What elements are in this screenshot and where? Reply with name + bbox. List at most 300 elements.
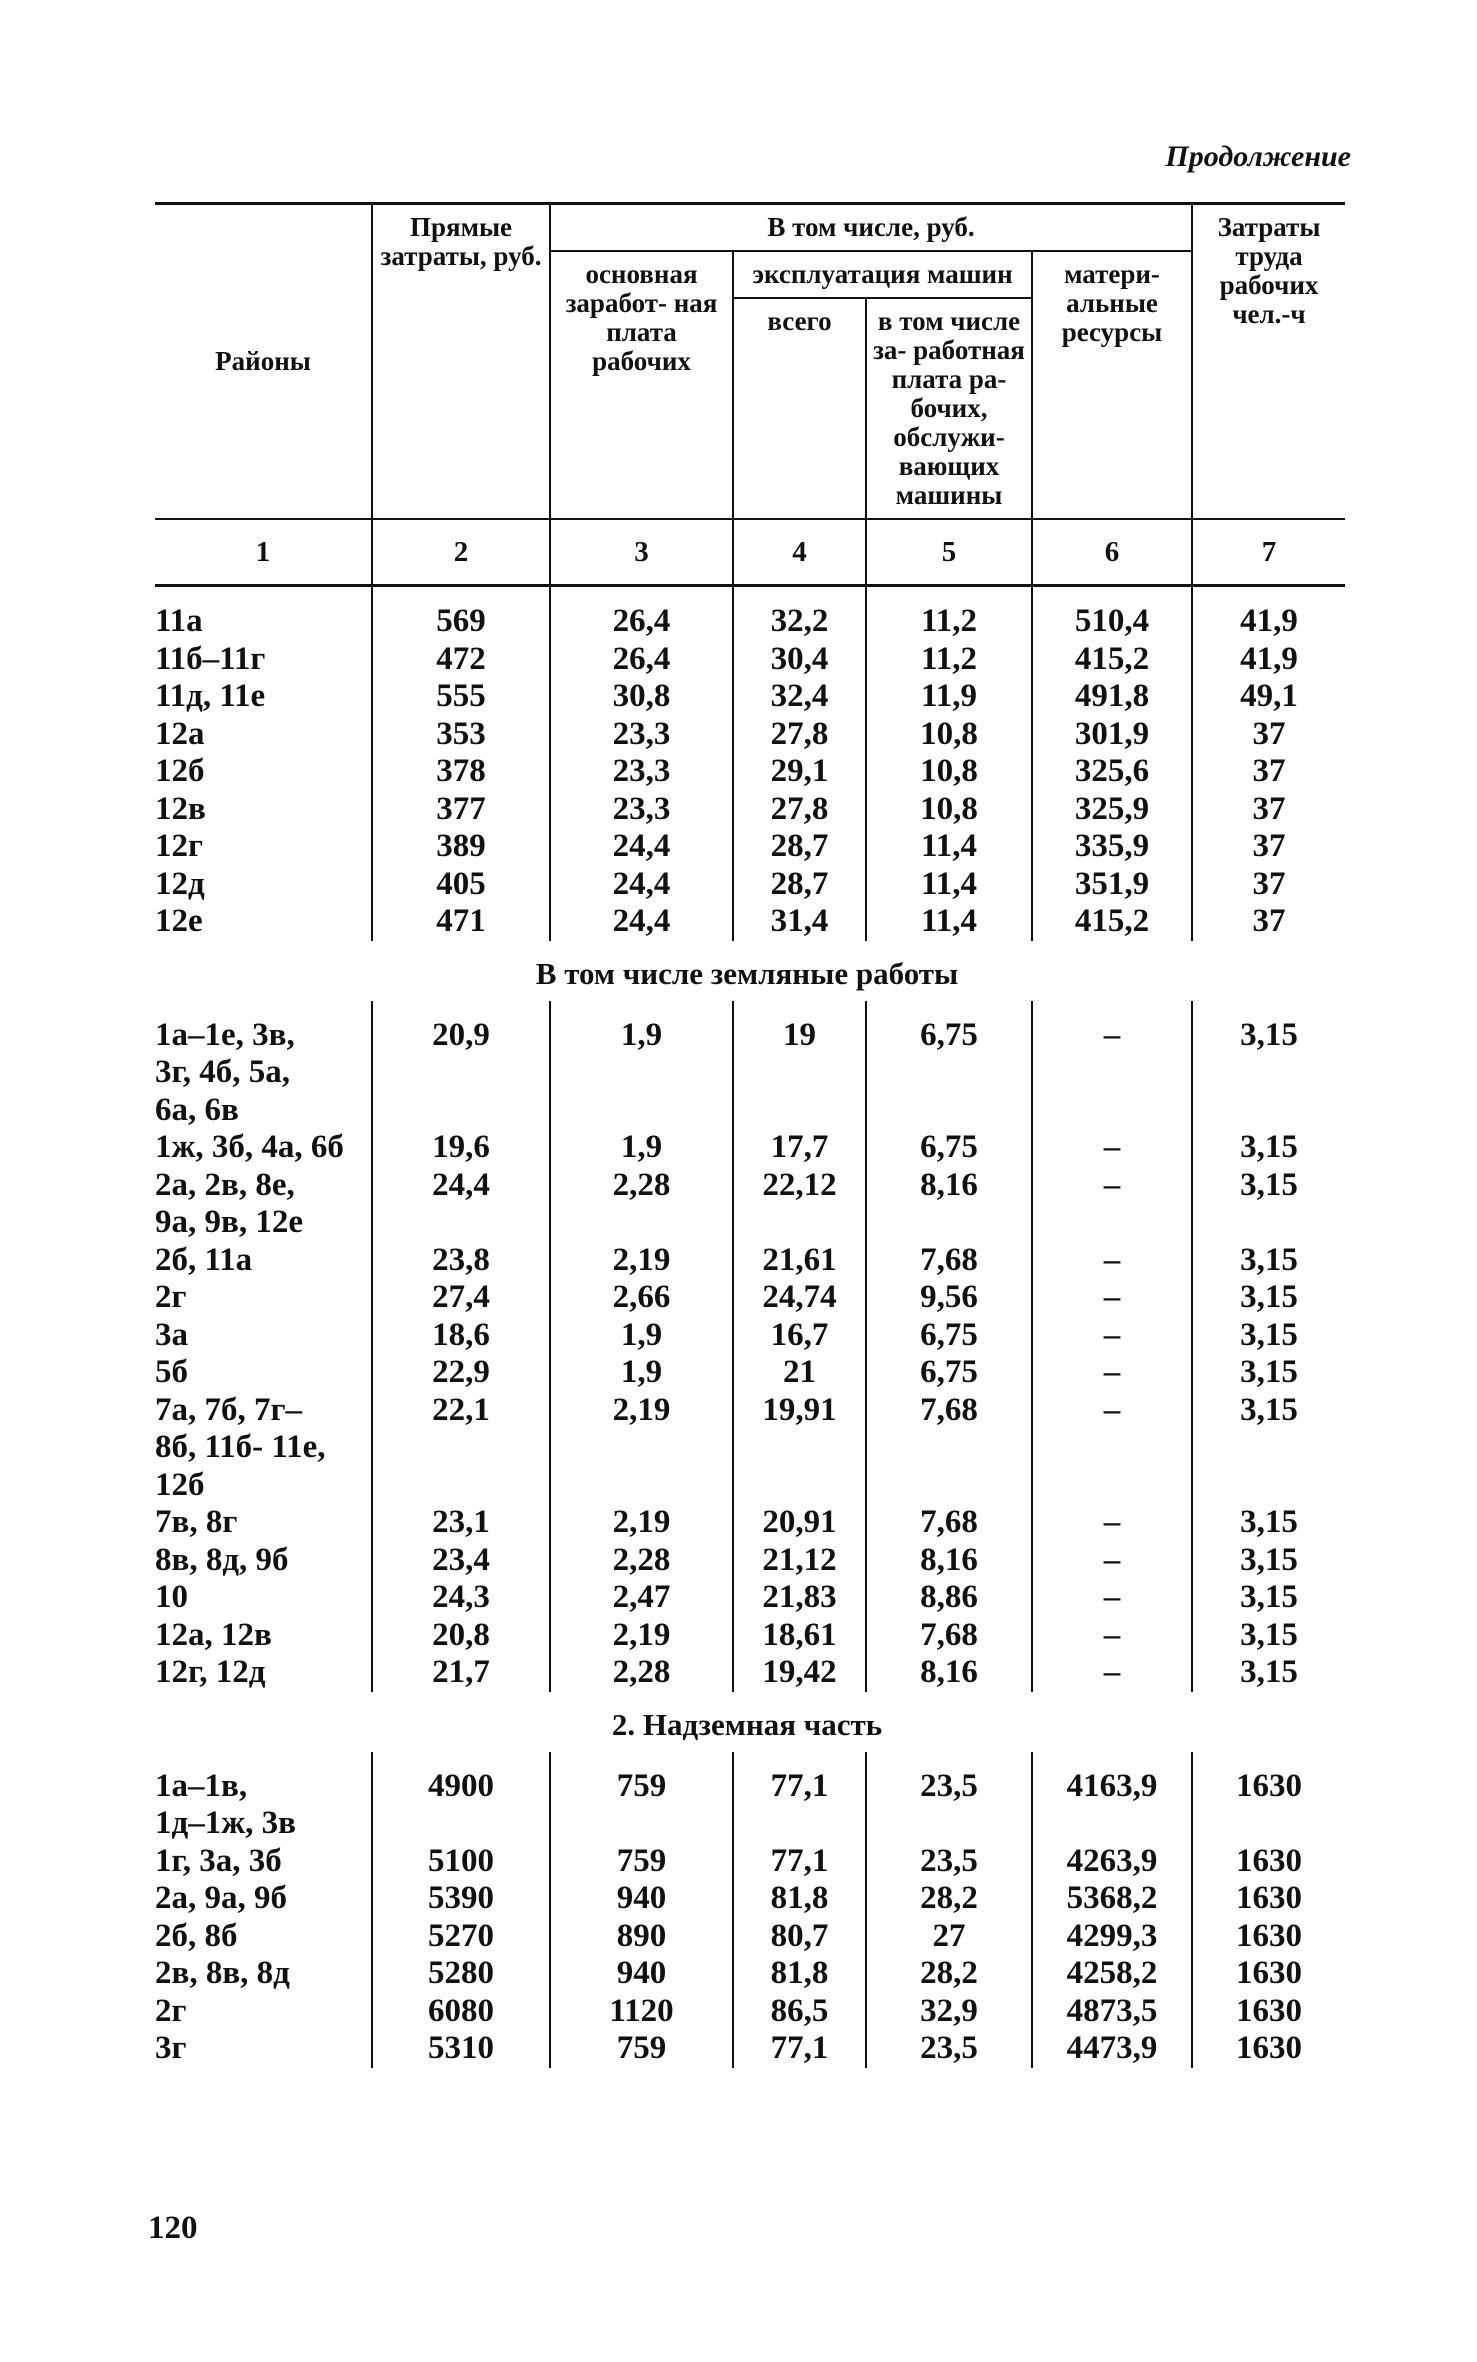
- value-cell: 23,5: [866, 2030, 1032, 2068]
- district-cell: 12а: [155, 715, 205, 752]
- section-title-row: [155, 941, 1345, 1001]
- value-cell: [1032, 1467, 1192, 1505]
- value-cell: [372, 1467, 550, 1505]
- value-cell: 11,2: [866, 586, 1032, 641]
- value-cell: 11,4: [866, 903, 1032, 941]
- value-cell: 940: [550, 1880, 733, 1918]
- value-cell: [866, 1429, 1032, 1467]
- value-cell: 86,5: [733, 1993, 866, 2031]
- value-cell: [550, 1204, 733, 1242]
- section-title-row: [155, 1692, 1345, 1752]
- value-cell: 5368,2: [1032, 1880, 1192, 1918]
- value-cell: 389: [372, 828, 550, 866]
- value-cell: [1192, 1429, 1345, 1467]
- table-row: [155, 1805, 1345, 1843]
- value-cell: –: [1032, 1317, 1192, 1355]
- district-cell: 11а: [155, 603, 203, 640]
- table-row: [155, 753, 1345, 791]
- value-cell: 41,9: [1192, 586, 1345, 641]
- value-cell: 8,16: [866, 1654, 1032, 1692]
- value-cell: 21,7: [372, 1654, 550, 1692]
- value-cell: –: [1032, 1654, 1192, 1692]
- value-cell: 759: [550, 1843, 733, 1881]
- value-cell: 32,9: [866, 1993, 1032, 2031]
- table-row: [155, 1752, 1345, 1806]
- district-cell: 12е: [155, 903, 203, 940]
- value-cell: [1032, 1429, 1192, 1467]
- value-cell: 10,8: [866, 791, 1032, 829]
- value-cell: 4258,2: [1032, 1955, 1192, 1993]
- value-cell: –: [1032, 1617, 1192, 1655]
- value-cell: 415,2: [1032, 641, 1192, 679]
- value-cell: 24,74: [733, 1279, 866, 1317]
- table-row: [155, 678, 1345, 716]
- value-cell: 29,1: [733, 753, 866, 791]
- value-cell: 2,19: [550, 1242, 733, 1280]
- value-cell: 11,4: [866, 866, 1032, 904]
- district-cell: 12в: [155, 790, 206, 827]
- value-cell: 31,4: [733, 903, 866, 941]
- value-cell: –: [1032, 1242, 1192, 1280]
- value-cell: 77,1: [733, 1752, 866, 1806]
- table-row: [155, 1129, 1345, 1167]
- header-labor-costs: Затраты труда рабочих чел.-ч: [1192, 204, 1345, 520]
- value-cell: 555: [372, 678, 550, 716]
- value-cell: 1630: [1192, 1752, 1345, 1806]
- value-cell: 3,15: [1192, 1001, 1345, 1055]
- value-cell: [733, 1429, 866, 1467]
- section-aboveground: [155, 1752, 1345, 2068]
- value-cell: 472: [372, 641, 550, 679]
- value-cell: 378: [372, 753, 550, 791]
- section-title-earthworks: В том числе земляные работы: [535, 956, 959, 991]
- district-cell: 6а, 6в: [155, 1091, 239, 1128]
- value-cell: [866, 1054, 1032, 1092]
- district-cell: 3а: [155, 1316, 188, 1353]
- table-header: [155, 204, 1345, 586]
- value-cell: 77,1: [733, 2030, 866, 2068]
- value-cell: 7,68: [866, 1504, 1032, 1542]
- value-cell: 7,68: [866, 1392, 1032, 1430]
- value-cell: 23,3: [550, 753, 733, 791]
- value-cell: 6,75: [866, 1001, 1032, 1055]
- value-cell: 890: [550, 1918, 733, 1956]
- district-cell: 7в, 8г: [155, 1504, 238, 1541]
- value-cell: [1192, 1092, 1345, 1130]
- value-cell: 2,19: [550, 1617, 733, 1655]
- value-cell: [866, 1805, 1032, 1843]
- value-cell: 5390: [372, 1880, 550, 1918]
- district-cell: 2г: [155, 1992, 187, 2029]
- value-cell: 22,9: [372, 1354, 550, 1392]
- value-cell: 11,9: [866, 678, 1032, 716]
- value-cell: 19,42: [733, 1654, 866, 1692]
- district-cell: 5б: [155, 1354, 188, 1391]
- district-cell: 1а–1в,: [155, 1767, 248, 1804]
- value-cell: 19,91: [733, 1392, 866, 1430]
- header-base-wages: основная заработ- ная плата рабочих: [550, 251, 733, 519]
- value-cell: 17,7: [733, 1129, 866, 1167]
- column-number: 3: [550, 519, 733, 586]
- value-cell: 1630: [1192, 1918, 1345, 1956]
- table-row: [155, 791, 1345, 829]
- value-cell: 27,4: [372, 1279, 550, 1317]
- value-cell: [372, 1429, 550, 1467]
- value-cell: 37: [1192, 791, 1345, 829]
- district-cell: 2г: [155, 1279, 187, 1316]
- value-cell: 1630: [1192, 1843, 1345, 1881]
- value-cell: 5100: [372, 1843, 550, 1881]
- value-cell: 18,6: [372, 1317, 550, 1355]
- value-cell: –: [1032, 1392, 1192, 1430]
- value-cell: 6080: [372, 1993, 550, 2031]
- district-cell: 2б, 11а: [155, 1241, 253, 1278]
- value-cell: 24,4: [372, 1167, 550, 1205]
- value-cell: 3,15: [1192, 1542, 1345, 1580]
- value-cell: 23,3: [550, 791, 733, 829]
- table-row: [155, 1542, 1345, 1580]
- district-cell: 11д, 11е: [155, 678, 266, 715]
- table-row: [155, 1993, 1345, 2031]
- value-cell: 1,9: [550, 1001, 733, 1055]
- value-cell: 4873,5: [1032, 1993, 1192, 2031]
- table-row: [155, 1617, 1345, 1655]
- table-row: [155, 1054, 1345, 1092]
- column-number: 6: [1032, 519, 1192, 586]
- column-number-row: [155, 519, 1345, 586]
- table-row: [155, 1654, 1345, 1692]
- table-row: [155, 1001, 1345, 1055]
- value-cell: 28,7: [733, 866, 866, 904]
- value-cell: 32,4: [733, 678, 866, 716]
- value-cell: –: [1032, 1167, 1192, 1205]
- value-cell: [733, 1092, 866, 1130]
- value-cell: 353: [372, 716, 550, 754]
- value-cell: 27,8: [733, 716, 866, 754]
- value-cell: 3,15: [1192, 1317, 1345, 1355]
- value-cell: [1032, 1805, 1192, 1843]
- value-cell: [550, 1092, 733, 1130]
- value-cell: 1120: [550, 1993, 733, 2031]
- value-cell: 23,5: [866, 1752, 1032, 1806]
- table-row: [155, 1843, 1345, 1881]
- district-cell: 1ж, 3б, 4а, 6б: [155, 1129, 344, 1166]
- district-cell: 12г, 12д: [155, 1654, 266, 1691]
- value-cell: 10,8: [866, 753, 1032, 791]
- table-row: [155, 1092, 1345, 1130]
- value-cell: 19: [733, 1001, 866, 1055]
- value-cell: 5270: [372, 1918, 550, 1956]
- value-cell: 491,8: [1032, 678, 1192, 716]
- value-cell: 16,7: [733, 1317, 866, 1355]
- value-cell: 3,15: [1192, 1354, 1345, 1392]
- value-cell: 80,7: [733, 1918, 866, 1956]
- value-cell: 11,4: [866, 828, 1032, 866]
- value-cell: 19,6: [372, 1129, 550, 1167]
- table-row: [155, 828, 1345, 866]
- value-cell: 4900: [372, 1752, 550, 1806]
- table-row: [155, 1167, 1345, 1205]
- table-row: [155, 1880, 1345, 1918]
- value-cell: [372, 1092, 550, 1130]
- district-cell: 2в, 8в, 8д: [155, 1955, 290, 1992]
- value-cell: 24,3: [372, 1579, 550, 1617]
- value-cell: 3,15: [1192, 1242, 1345, 1280]
- district-cell: 3г, 4б, 5а,: [155, 1054, 291, 1091]
- value-cell: 28,7: [733, 828, 866, 866]
- value-cell: 405: [372, 866, 550, 904]
- value-cell: 1,9: [550, 1354, 733, 1392]
- value-cell: 351,9: [1032, 866, 1192, 904]
- value-cell: 6,75: [866, 1317, 1032, 1355]
- value-cell: 10,8: [866, 716, 1032, 754]
- value-cell: 1,9: [550, 1129, 733, 1167]
- value-cell: 8,16: [866, 1542, 1032, 1580]
- district-cell: 2а, 9а, 9б: [155, 1880, 287, 1917]
- column-number: 2: [372, 519, 550, 586]
- column-number: 4: [733, 519, 866, 586]
- district-cell: 10: [155, 1579, 188, 1616]
- district-cell: 2б, 8б: [155, 1917, 238, 1954]
- value-cell: 3,15: [1192, 1504, 1345, 1542]
- value-cell: 21: [733, 1354, 866, 1392]
- value-cell: [733, 1467, 866, 1505]
- column-number: 1: [155, 519, 372, 586]
- value-cell: 22,1: [372, 1392, 550, 1430]
- value-cell: [866, 1204, 1032, 1242]
- value-cell: 23,1: [372, 1504, 550, 1542]
- value-cell: [1192, 1204, 1345, 1242]
- table-row: [155, 1429, 1345, 1467]
- value-cell: 21,61: [733, 1242, 866, 1280]
- value-cell: 4299,3: [1032, 1918, 1192, 1956]
- value-cell: 3,15: [1192, 1279, 1345, 1317]
- header-direct-costs: Прямые затраты, руб.: [372, 204, 550, 520]
- value-cell: 3,15: [1192, 1617, 1345, 1655]
- table-row: [155, 1579, 1345, 1617]
- value-cell: [733, 1054, 866, 1092]
- value-cell: –: [1032, 1354, 1192, 1392]
- value-cell: 3,15: [1192, 1392, 1345, 1430]
- district-cell: 8б, 11б- 11е,: [155, 1429, 326, 1466]
- value-cell: –: [1032, 1504, 1192, 1542]
- value-cell: 5310: [372, 2030, 550, 2068]
- value-cell: 23,5: [866, 1843, 1032, 1881]
- value-cell: 377: [372, 791, 550, 829]
- value-cell: 37: [1192, 828, 1345, 866]
- value-cell: [1192, 1467, 1345, 1505]
- value-cell: 24,4: [550, 828, 733, 866]
- district-cell: 1д–1ж, 3в: [155, 1805, 296, 1842]
- table-row: [155, 1392, 1345, 1430]
- value-cell: 1,9: [550, 1317, 733, 1355]
- continuation-label: Продолжение: [1165, 140, 1351, 173]
- district-cell: 12б: [155, 1466, 205, 1503]
- value-cell: 27: [866, 1918, 1032, 1956]
- value-cell: [550, 1054, 733, 1092]
- value-cell: 30,8: [550, 678, 733, 716]
- value-cell: [866, 1092, 1032, 1130]
- value-cell: 415,2: [1032, 903, 1192, 941]
- value-cell: 41,9: [1192, 641, 1345, 679]
- value-cell: [550, 1429, 733, 1467]
- district-cell: 1г, 3а, 3б: [155, 1842, 282, 1879]
- section-title-aboveground: 2. Надземная часть: [611, 1707, 883, 1742]
- value-cell: 4263,9: [1032, 1843, 1192, 1881]
- table-row: [155, 1918, 1345, 1956]
- value-cell: 37: [1192, 716, 1345, 754]
- value-cell: 2,66: [550, 1279, 733, 1317]
- value-cell: 510,4: [1032, 586, 1192, 641]
- value-cell: 1630: [1192, 2030, 1345, 2068]
- value-cell: 301,9: [1032, 716, 1192, 754]
- value-cell: 28,2: [866, 1955, 1032, 1993]
- value-cell: [733, 1805, 866, 1843]
- value-cell: 1630: [1192, 1993, 1345, 2031]
- table-row: [155, 1317, 1345, 1355]
- value-cell: 1630: [1192, 1880, 1345, 1918]
- value-cell: 22,12: [733, 1167, 866, 1205]
- value-cell: 26,4: [550, 641, 733, 679]
- header-group-including: В том числе, руб.: [550, 204, 1192, 252]
- district-cell: 12г: [155, 828, 203, 865]
- header-materials: матери- альные ресурсы: [1032, 251, 1192, 519]
- value-cell: 37: [1192, 866, 1345, 904]
- district-cell: 12а, 12в: [155, 1616, 272, 1653]
- column-number: 5: [866, 519, 1032, 586]
- header-machine-total: всего: [733, 298, 866, 519]
- value-cell: –: [1032, 1542, 1192, 1580]
- value-cell: [1192, 1054, 1345, 1092]
- district-cell: 12б: [155, 753, 205, 790]
- value-cell: –: [1032, 1001, 1192, 1055]
- table-row: [155, 716, 1345, 754]
- value-cell: 3,15: [1192, 1167, 1345, 1205]
- table-row: [155, 586, 1345, 641]
- value-cell: 23,8: [372, 1242, 550, 1280]
- cost-table: [155, 202, 1345, 2068]
- value-cell: 37: [1192, 753, 1345, 791]
- value-cell: 2,28: [550, 1542, 733, 1580]
- value-cell: [1032, 1092, 1192, 1130]
- table-row: [155, 1279, 1345, 1317]
- value-cell: 759: [550, 2030, 733, 2068]
- value-cell: 20,8: [372, 1617, 550, 1655]
- table-row: [155, 1204, 1345, 1242]
- table-row: [155, 903, 1345, 941]
- value-cell: 49,1: [1192, 678, 1345, 716]
- table-row: [155, 1354, 1345, 1392]
- value-cell: 325,6: [1032, 753, 1192, 791]
- value-cell: 23,3: [550, 716, 733, 754]
- value-cell: 9,56: [866, 1279, 1032, 1317]
- value-cell: [372, 1054, 550, 1092]
- value-cell: [550, 1467, 733, 1505]
- value-cell: 81,8: [733, 1880, 866, 1918]
- page-number: 120: [148, 2210, 198, 2246]
- header-districts: Районы: [155, 204, 372, 520]
- district-cell: 12д: [155, 865, 205, 902]
- value-cell: 23,4: [372, 1542, 550, 1580]
- value-cell: 2,47: [550, 1579, 733, 1617]
- value-cell: 6,75: [866, 1354, 1032, 1392]
- value-cell: 940: [550, 1955, 733, 1993]
- value-cell: [372, 1204, 550, 1242]
- value-cell: 26,4: [550, 586, 733, 641]
- value-cell: 569: [372, 586, 550, 641]
- value-cell: 20,9: [372, 1001, 550, 1055]
- value-cell: 2,19: [550, 1392, 733, 1430]
- table-row: [155, 866, 1345, 904]
- value-cell: 77,1: [733, 1843, 866, 1881]
- district-cell: 8в, 8д, 9б: [155, 1541, 289, 1578]
- table-row: [155, 1504, 1345, 1542]
- value-cell: 471: [372, 903, 550, 941]
- value-cell: 2,28: [550, 1167, 733, 1205]
- header-machine-wages: в том числе за- работная плата ра- бочих, обслужи- вающих машины: [866, 298, 1032, 519]
- table-row: [155, 1955, 1345, 1993]
- table-row: [155, 1242, 1345, 1280]
- value-cell: 28,2: [866, 1880, 1032, 1918]
- value-cell: –: [1032, 1129, 1192, 1167]
- value-cell: 3,15: [1192, 1129, 1345, 1167]
- value-cell: 27,8: [733, 791, 866, 829]
- district-cell: 3г: [155, 2030, 187, 2067]
- value-cell: 24,4: [550, 866, 733, 904]
- table-row: [155, 2030, 1345, 2068]
- value-cell: 21,83: [733, 1579, 866, 1617]
- district-cell: 7а, 7б, 7г–: [155, 1391, 302, 1428]
- value-cell: 759: [550, 1752, 733, 1806]
- value-cell: [733, 1204, 866, 1242]
- value-cell: 325,9: [1032, 791, 1192, 829]
- value-cell: 21,12: [733, 1542, 866, 1580]
- district-cell: 2а, 2в, 8е,: [155, 1166, 295, 1203]
- value-cell: 8,86: [866, 1579, 1032, 1617]
- value-cell: 3,15: [1192, 1579, 1345, 1617]
- value-cell: 30,4: [733, 641, 866, 679]
- value-cell: 335,9: [1032, 828, 1192, 866]
- value-cell: [550, 1805, 733, 1843]
- district-cell: 1а–1е, 3в,: [155, 1016, 295, 1053]
- value-cell: [1192, 1805, 1345, 1843]
- value-cell: 8,16: [866, 1167, 1032, 1205]
- value-cell: [372, 1805, 550, 1843]
- column-number: 7: [1192, 519, 1345, 586]
- value-cell: 2,28: [550, 1654, 733, 1692]
- table-row: [155, 1467, 1345, 1505]
- table-row: [155, 641, 1345, 679]
- value-cell: [866, 1467, 1032, 1505]
- value-cell: 7,68: [866, 1242, 1032, 1280]
- value-cell: 24,4: [550, 903, 733, 941]
- district-cell: 11б–11г: [155, 640, 266, 677]
- value-cell: 37: [1192, 903, 1345, 941]
- header-machine-operation: эксплуатация машин: [733, 251, 1032, 298]
- value-cell: 32,2: [733, 586, 866, 641]
- value-cell: 81,8: [733, 1955, 866, 1993]
- value-cell: –: [1032, 1279, 1192, 1317]
- district-cell: 9а, 9в, 12е: [155, 1204, 303, 1241]
- section-districts: [155, 586, 1345, 941]
- value-cell: –: [1032, 1579, 1192, 1617]
- value-cell: 2,19: [550, 1504, 733, 1542]
- value-cell: 20,91: [733, 1504, 866, 1542]
- section-earthworks: [155, 1001, 1345, 1692]
- value-cell: 18,61: [733, 1617, 866, 1655]
- value-cell: 3,15: [1192, 1654, 1345, 1692]
- value-cell: 7,68: [866, 1617, 1032, 1655]
